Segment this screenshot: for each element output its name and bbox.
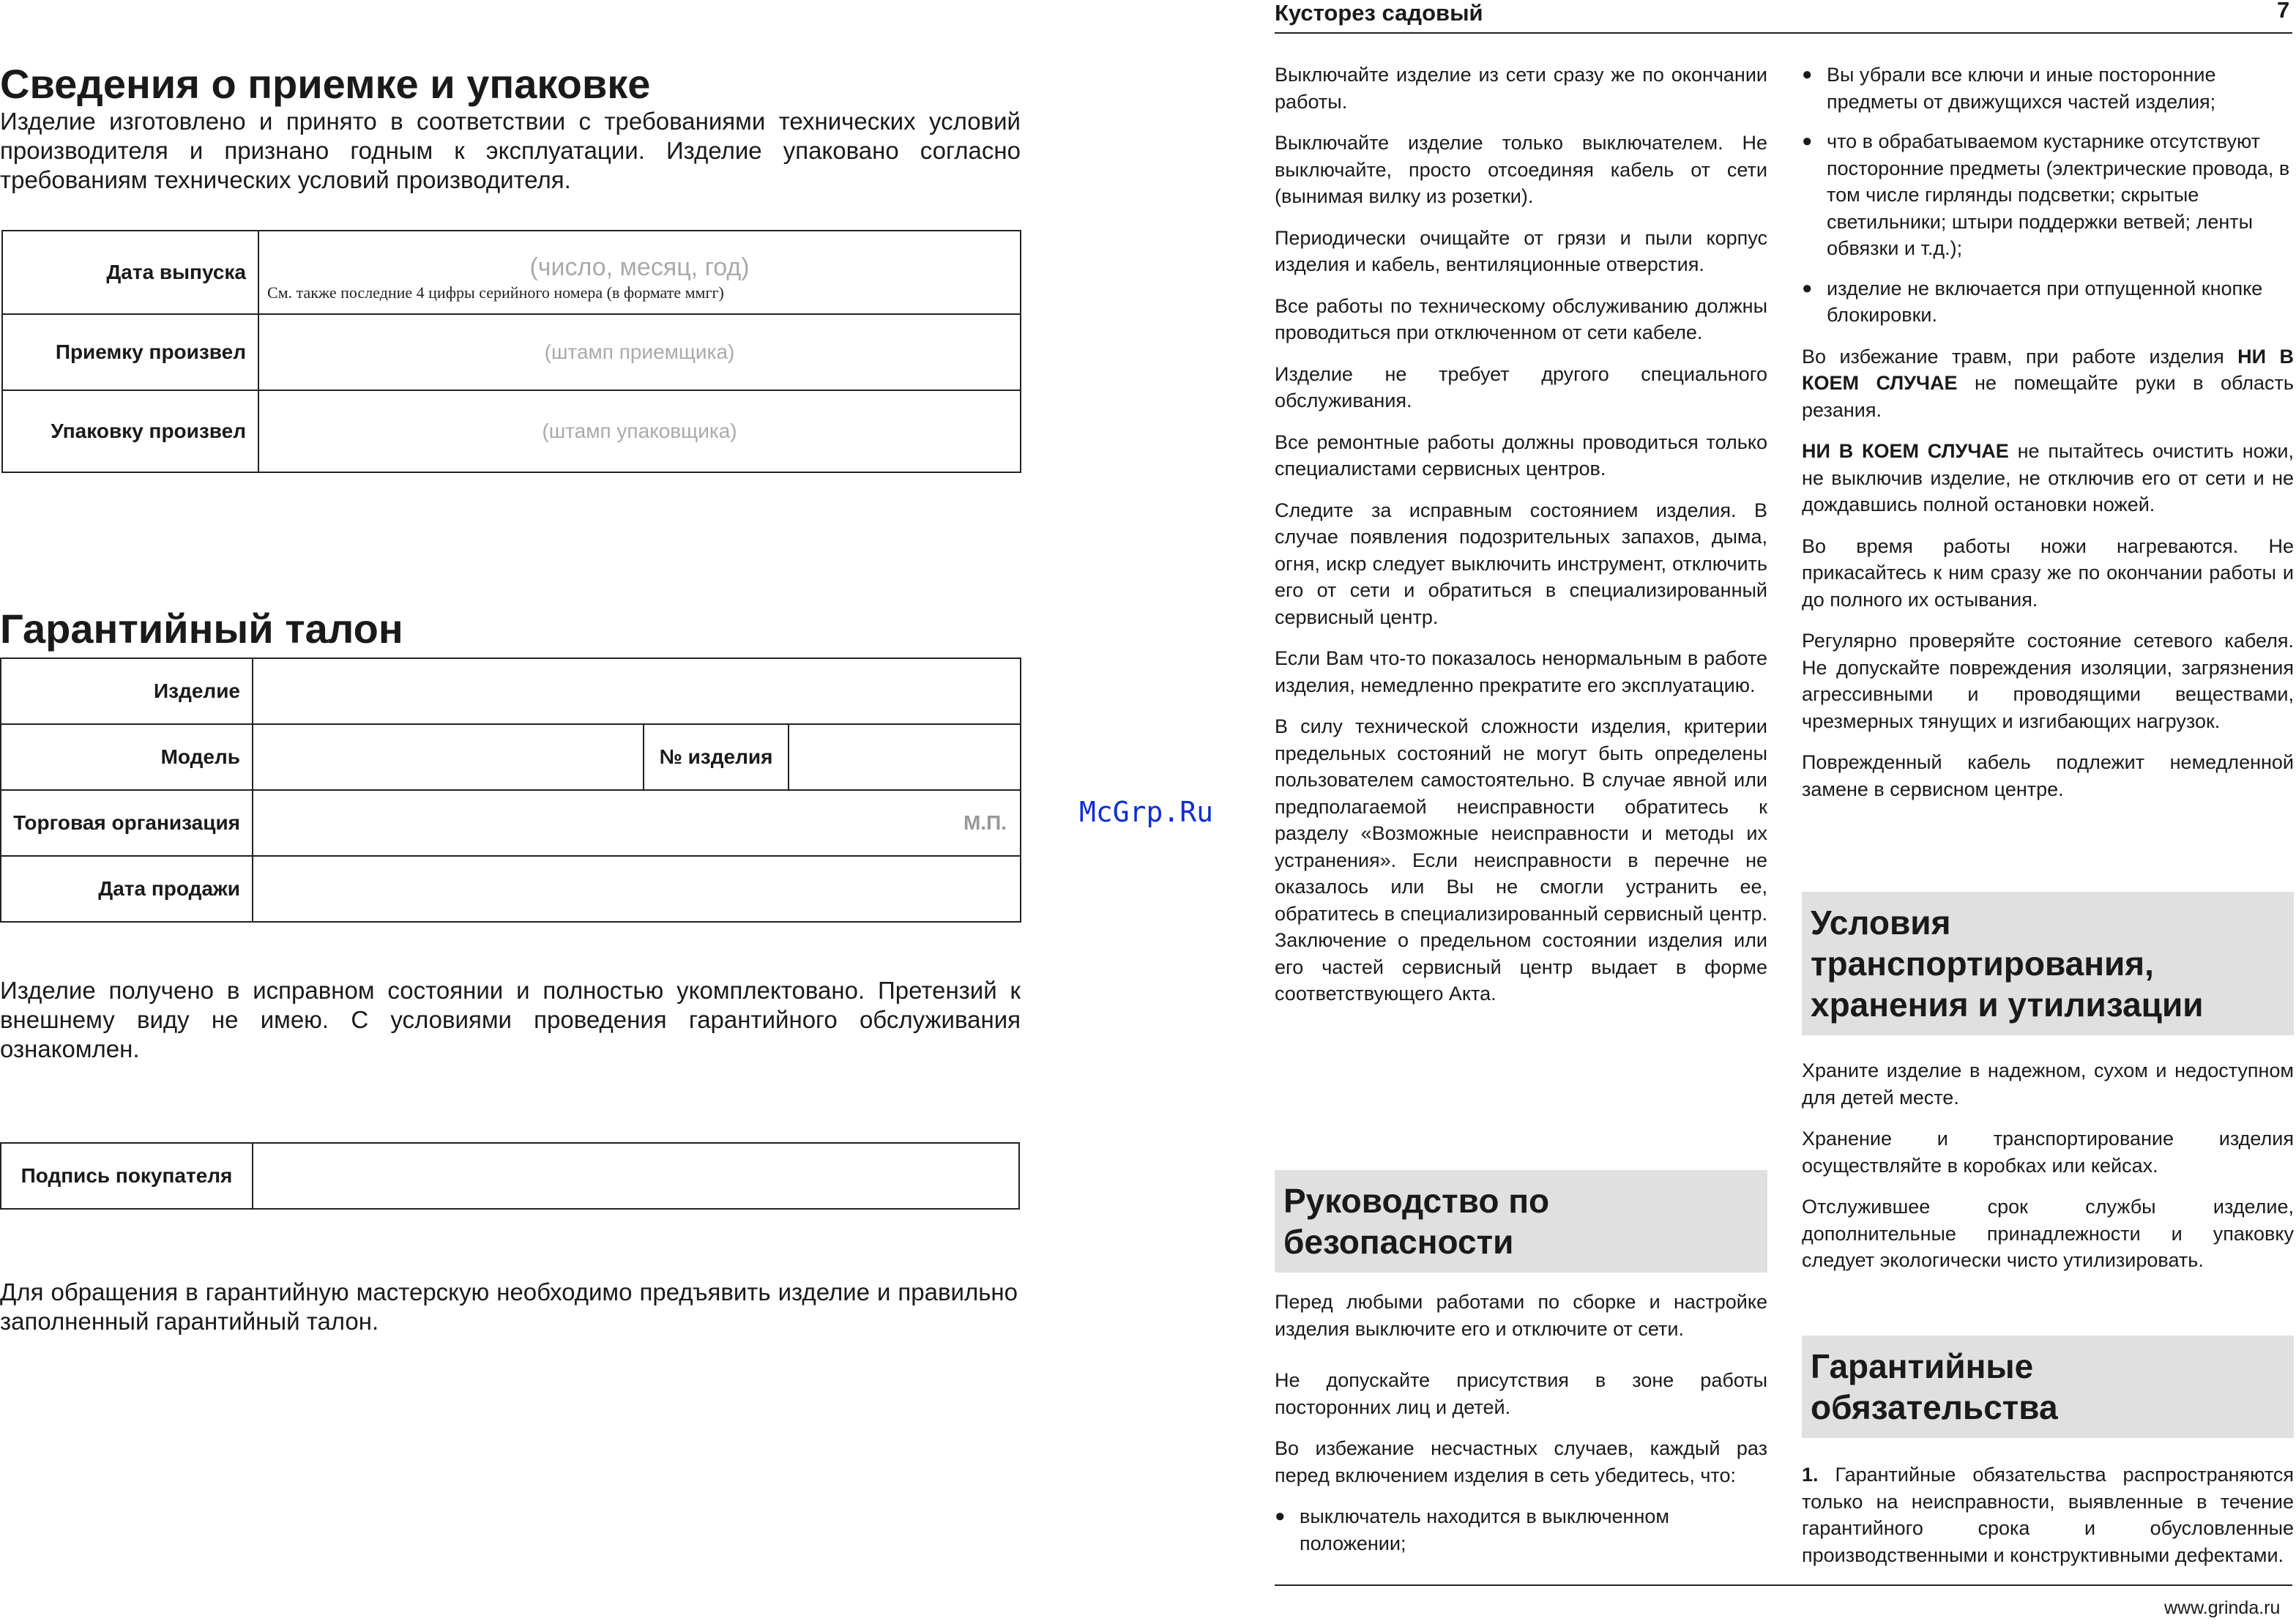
safety-section-title: Руководство по безопасности bbox=[1275, 1170, 1767, 1273]
packed-by-placeholder: (штамп упаковщика) bbox=[542, 420, 737, 442]
col1-paragraph: Выключайте изделие только выключателем. Не выключайте, просто отсоединяя кабель от сети (вынимая вилку из розетки). bbox=[1275, 132, 1767, 207]
clean-paragraph bbox=[1802, 438, 2294, 518]
clean-warning: НИ В КОЕМ СЛУЧАЕ bbox=[1802, 440, 2009, 462]
safety-paragraph: Не допускайте присутствия в зоне работы посторонних лиц и детей. bbox=[1275, 1369, 1767, 1418]
check-bullet: ● изделие не включается при отпущенной кнопке блокировки. bbox=[1802, 275, 2294, 329]
packed-by-label: Упаковку произвел bbox=[2, 390, 258, 472]
received-text: Изделие получено в исправном состоянии и полностью укомплектовано. Претензий к внешнему виду не имею. С условиями проведения гарантийного обслуживания ознакомлен. bbox=[0, 977, 1021, 1062]
warranty-obligation-1 bbox=[1802, 1461, 2294, 1568]
injury-warning: НИ В КОЕМ СЛУЧАЕ bbox=[1802, 345, 2295, 394]
col1-paragraph: Следите за исправным состоянием изделия. В случае появления подозрительных запахов, дыма, огня, искр следует выключить инструмент, отключить его от сети и обратиться в специализированный сервисный центр. bbox=[1275, 499, 1767, 628]
col1-paragraph: Изделие не требует другого специального обслуживания. bbox=[1275, 362, 1767, 411]
service-text: Для обращения в гарантийную мастерскую необходимо предъявить изделие и правильно заполненный гарантийный талон. bbox=[0, 1278, 1018, 1335]
clean-post: не пытайтесь очистить ножи, не выключив изделие, не отключив его от сети и не дождавшись полной остановки ножей. bbox=[1802, 440, 2294, 515]
transport-paragraph: Хранение и транспортирование изделия осуществляйте в коробках или кейсах. bbox=[1802, 1128, 2294, 1177]
row-release-date bbox=[2, 231, 1021, 314]
header-title: Кусторез садовый bbox=[1275, 0, 1483, 26]
column-1 bbox=[1275, 62, 1767, 1022]
safety-list bbox=[1275, 1503, 1767, 1557]
release-date-note: См. также последние 4 цифры серийного номера (в формате ммгг) bbox=[267, 283, 724, 302]
org-field[interactable] bbox=[253, 790, 1021, 856]
injury-post: не помещайте руки в область резания. bbox=[1802, 372, 2294, 421]
col1-paragraph: Если Вам что-то показалось ненормальным в работе изделия, немедленно прекратите его эксплуатацию. bbox=[1275, 647, 1767, 696]
safety-paragraph: Перед любыми работами по сборке и настройке изделия выключите его и отключите от сети. bbox=[1275, 1291, 1767, 1340]
check-bullet: ● Вы убрали все ключи и иные посторонние предметы от движущихся частей изделия; bbox=[1802, 62, 2294, 115]
transport-section-title: Условия транспортирования, хранения и утилизации bbox=[1802, 892, 2294, 1035]
row-org bbox=[1, 790, 1021, 856]
warranty-title: Гарантийный талон bbox=[0, 606, 403, 652]
accepted-by-label: Приемку произвел bbox=[2, 314, 258, 390]
row-model bbox=[1, 724, 1021, 790]
warranty-obligation-text: Гарантийные обязательства распространяются только на неисправности, выявленные в течение гарантийного срока и обусловленные производственными и конструктивными дефектами. bbox=[1802, 1464, 2294, 1566]
acceptance-text: Изделие изготовлено и принято в соответствии с требованиями технических условий производителя и признано годным к эксплуатации. Изделие упаковано согласно требованиям технических условий производителя. bbox=[0, 108, 1021, 193]
sale-date-label: Дата продажи bbox=[1, 856, 253, 922]
signature-label: Подпись покупателя bbox=[1, 1143, 253, 1209]
row-sale-date bbox=[1, 856, 1021, 922]
accepted-by-field[interactable] bbox=[258, 314, 1021, 390]
page-number: 7 bbox=[2277, 0, 2290, 23]
release-date-field[interactable] bbox=[258, 231, 1021, 314]
watermark: McGrp.Ru bbox=[1079, 796, 1214, 828]
sale-date-field[interactable] bbox=[253, 856, 1021, 922]
release-date-label: Дата выпуска bbox=[2, 231, 258, 314]
row-signature bbox=[1, 1143, 1019, 1209]
column-2 bbox=[1802, 62, 2294, 817]
footer-rule bbox=[1275, 1584, 2292, 1586]
packed-by-field[interactable] bbox=[258, 390, 1021, 472]
injury-paragraph bbox=[1802, 343, 2294, 424]
row-accepted-by bbox=[2, 314, 1021, 390]
col1-paragraph: Периодически очищайте от грязи и пыли корпус изделия и кабель, вентиляционные отверстия. bbox=[1275, 226, 1767, 275]
cable-paragraph: Регулярно проверяйте состояние сетевого кабеля. Не допускайте повреждения изоляции, загрязнения агрессивными и проводящими веществами, чрезмерных тянущих и изгибающих нагрузок. bbox=[1802, 630, 2294, 732]
product-field[interactable] bbox=[253, 658, 1021, 724]
heat-paragraph: Во время работы ножи нагреваются. Не прикасайтесь к ним сразу же по окончании работы и до полного их остывания. bbox=[1802, 534, 2294, 611]
row-product bbox=[1, 658, 1021, 724]
acceptance-title: Сведения о приемке и упаковке bbox=[0, 61, 651, 107]
model-label: Модель bbox=[1, 724, 253, 790]
acceptance-table bbox=[1, 230, 1021, 473]
safety-section bbox=[1275, 1289, 1767, 1571]
check-bullet: ● что в обрабатываемом кустарнике отсутствуют посторонние предметы (электрические провода, в том числе гирлянды подсветки; скрытые светильники; штыри поддержки ветвей; ленты обвязки и т.д.); bbox=[1802, 128, 2294, 262]
warranty-obligation-number: 1. bbox=[1802, 1464, 1819, 1486]
transport-paragraph: Храните изделие в надежном, сухом и недоступном для детей месте. bbox=[1802, 1059, 2294, 1109]
accepted-by-placeholder: (штамп приемщика) bbox=[544, 340, 735, 363]
warranty-obligations-title: Гарантийные обязательства bbox=[1802, 1336, 2294, 1438]
signature-table bbox=[0, 1142, 1020, 1210]
stamp-placeholder: М.П. bbox=[963, 811, 1007, 834]
col1-paragraph: В силу технической сложности изделия, критерии предельных состояний не могут быть определены пользователем самостоятельно. В случае явной или предполагаемой неисправности обратитесь к разделу «Возможные неисправности и методы их устранения». Если неисправности в перечне не оказалось или Вы не смогли устранить ее, обратитесь в специализированный сервисный центр. Заключение о предельном состоянии изделия или его частей сервисный центр выдает в форме соответствующего Акта. bbox=[1275, 715, 1767, 1005]
replace-paragraph: Поврежденный кабель подлежит немедленной замене в сервисном центре. bbox=[1802, 751, 2294, 800]
signature-field[interactable] bbox=[253, 1143, 1019, 1209]
org-label: Торговая организация bbox=[1, 790, 253, 856]
release-date-placeholder: (число, месяц, год) bbox=[529, 253, 750, 281]
warranty-table bbox=[0, 658, 1021, 923]
header-rule bbox=[1275, 32, 2292, 34]
col1-paragraph: Все ремонтные работы должны проводиться только специалистами сервисных центров. bbox=[1275, 431, 1767, 480]
model-field[interactable] bbox=[253, 724, 644, 790]
check-list bbox=[1802, 62, 2294, 329]
warranty-obligations bbox=[1802, 1461, 2294, 1583]
col1-paragraph: Выключайте изделие из сети сразу же по окончании работы. bbox=[1275, 64, 1767, 113]
safety-bullet: ● выключатель находится в выключенном положении; bbox=[1275, 1503, 1767, 1557]
row-packed-by bbox=[2, 390, 1021, 472]
number-field[interactable] bbox=[789, 724, 1021, 790]
transport-section bbox=[1802, 1057, 2294, 1289]
col1-paragraph: Все работы по техническому обслуживанию должны проводиться при отключенном от сети кабеле. bbox=[1275, 294, 1767, 343]
number-label: № изделия bbox=[644, 724, 789, 790]
safety-paragraph: Во избежание несчастных случаев, каждый раз перед включением изделия в сеть убедитесь, что: bbox=[1275, 1437, 1767, 1486]
product-label: Изделие bbox=[1, 658, 253, 724]
injury-pre: Во избежание травм, при работе изделия bbox=[1802, 345, 2238, 368]
footer-url[interactable]: www.grinda.ru bbox=[2164, 1598, 2281, 1618]
transport-paragraph: Отслужившее срок службы изделие, дополнительные принадлежности и упаковку следует экологически чисто утилизировать. bbox=[1802, 1196, 2294, 1271]
